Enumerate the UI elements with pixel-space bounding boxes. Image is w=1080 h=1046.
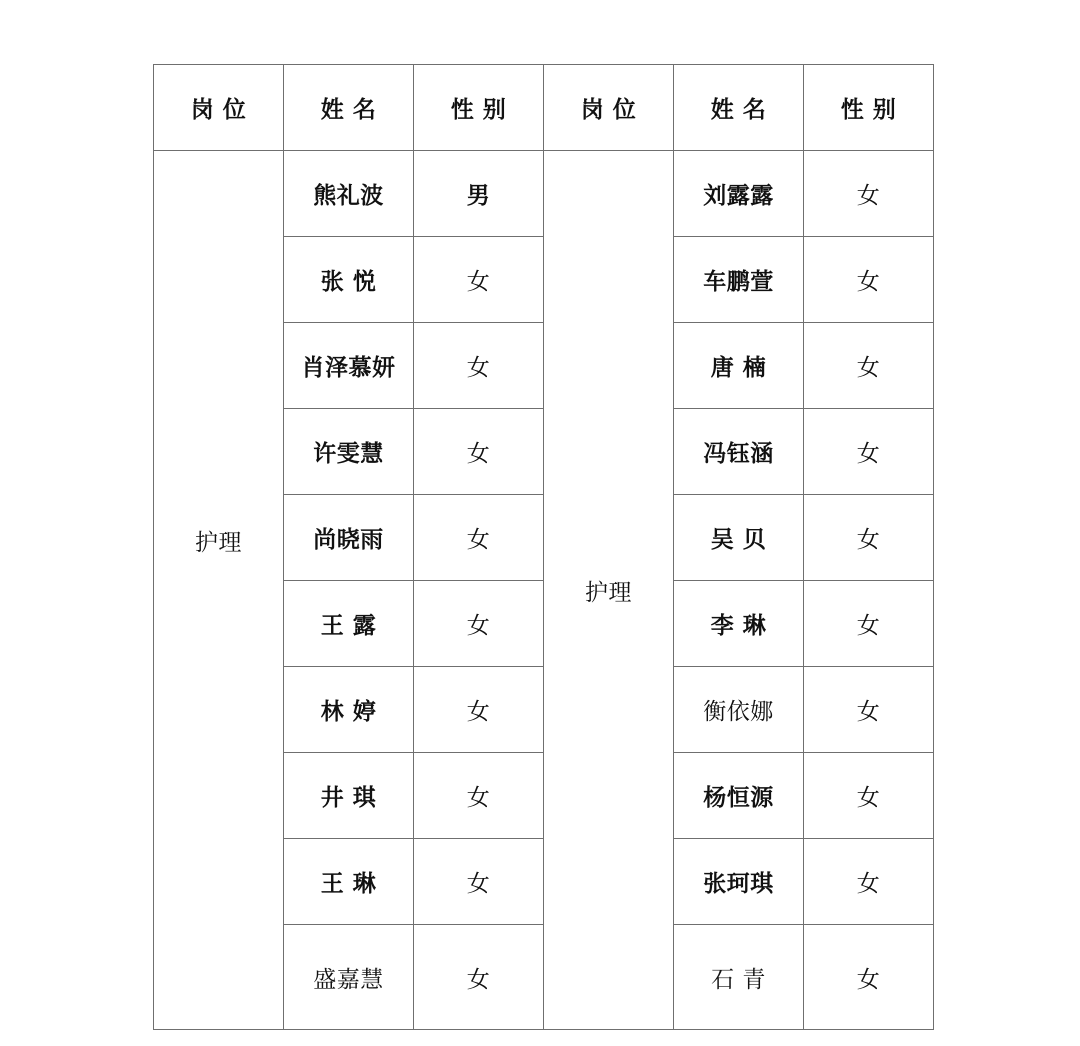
gender-cell-right: 女	[804, 581, 934, 667]
gender-cell-left: 女	[414, 925, 544, 1030]
gender-cell-left: 男	[414, 151, 544, 237]
gender-cell-left: 女	[414, 581, 544, 667]
name-cell-right: 车鹏萱	[674, 237, 804, 323]
name-cell-left: 王 露	[284, 581, 414, 667]
name-cell-left: 盛嘉慧	[284, 925, 414, 1030]
name-cell-right: 吴 贝	[674, 495, 804, 581]
gender-cell-right: 女	[804, 753, 934, 839]
name-cell-right: 衡依娜	[674, 667, 804, 753]
name-cell-left: 张 悦	[284, 237, 414, 323]
gender-cell-right: 女	[804, 237, 934, 323]
header-row	[154, 65, 934, 151]
header-position-left: 岗 位	[154, 65, 284, 151]
name-cell-right: 李 琳	[674, 581, 804, 667]
staff-roster-table	[153, 64, 934, 1030]
name-cell-right: 张珂琪	[674, 839, 804, 925]
gender-cell-left: 女	[414, 839, 544, 925]
gender-cell-right: 女	[804, 667, 934, 753]
gender-cell-right: 女	[804, 151, 934, 237]
name-cell-right: 唐 楠	[674, 323, 804, 409]
gender-cell-right: 女	[804, 409, 934, 495]
name-cell-right: 冯钰涵	[674, 409, 804, 495]
gender-cell-left: 女	[414, 753, 544, 839]
table-row	[154, 151, 934, 237]
name-cell-left: 许雯慧	[284, 409, 414, 495]
header-gender-right: 性 别	[804, 65, 934, 151]
position-cell-right: 护理	[544, 151, 674, 1030]
name-cell-left: 熊礼波	[284, 151, 414, 237]
name-cell-left: 林 婷	[284, 667, 414, 753]
name-cell-left: 肖泽慕妍	[284, 323, 414, 409]
header-name-left: 姓 名	[284, 65, 414, 151]
name-cell-right: 刘露露	[674, 151, 804, 237]
position-cell-left: 护理	[154, 151, 284, 1030]
name-cell-left: 尚晓雨	[284, 495, 414, 581]
name-cell-left: 王 琳	[284, 839, 414, 925]
gender-cell-left: 女	[414, 323, 544, 409]
gender-cell-right: 女	[804, 925, 934, 1030]
gender-cell-right: 女	[804, 495, 934, 581]
name-cell-right: 石 青	[674, 925, 804, 1030]
gender-cell-right: 女	[804, 839, 934, 925]
gender-cell-left: 女	[414, 237, 544, 323]
gender-cell-left: 女	[414, 495, 544, 581]
header-gender-left: 性 别	[414, 65, 544, 151]
gender-cell-left: 女	[414, 409, 544, 495]
gender-cell-left: 女	[414, 667, 544, 753]
gender-cell-right: 女	[804, 323, 934, 409]
header-name-right: 姓 名	[674, 65, 804, 151]
name-cell-right: 杨恒源	[674, 753, 804, 839]
name-cell-left: 井 琪	[284, 753, 414, 839]
header-position-right: 岗 位	[544, 65, 674, 151]
